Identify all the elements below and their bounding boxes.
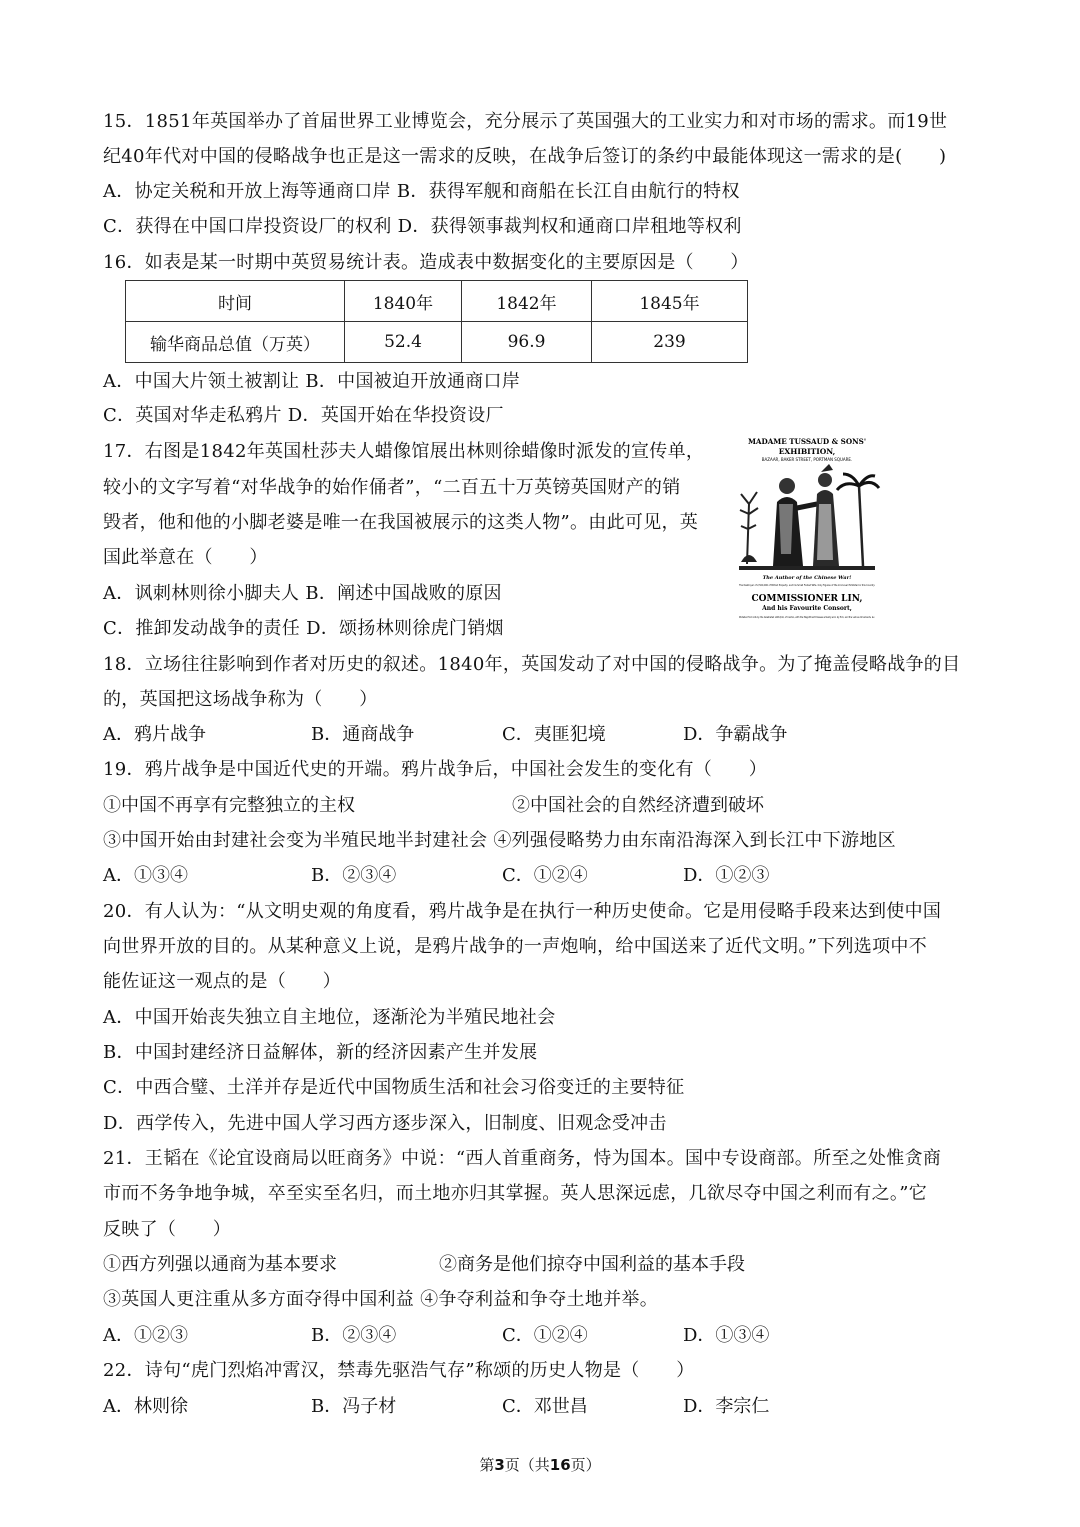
q20-option-b: B．中国封建经济日益解体，新的经济因素产生并发展 xyxy=(103,1042,538,1063)
q17-stem-line2: 较小的文字写着“对华战争的始作俑者”，“二百五十万英镑英国财产的销 xyxy=(103,477,681,498)
poster-subtitle: And his Favourite Consort, xyxy=(762,605,852,612)
q20-stem-line2: 向世界开放的目的。从某种意义上说，是鸦片战争的一声炮响，给中国送来了近代文明。”下列选项中不 xyxy=(103,936,927,957)
footer-middle: 页（共 xyxy=(504,1456,550,1474)
q19-statements-3-4: ③中国开始由封建社会变为半殖民地半封建社会 ④列强侵略势力由东南沿海深入到长江中下游地区 xyxy=(103,830,896,851)
q17-stem-line1: 17．右图是1842年英国杜莎夫人蜡像馆展出林则徐蜡像时派发的宣传单， xyxy=(103,441,705,462)
q22-option-d: D．李宗仁 xyxy=(683,1396,770,1417)
q21-statements-3-4: ③英国人更注重从多方面夺得中国利益 ④争夺利益和争夺土地并举。 xyxy=(103,1289,659,1310)
footer-page-number: 3 xyxy=(494,1456,505,1474)
q22-option-c: C．邓世昌 xyxy=(502,1396,588,1417)
page-footer xyxy=(0,1454,1080,1475)
q17-stem-line4: 国此举意在（ ） xyxy=(103,547,268,568)
q16-options-ab: A．中国大片领土被割让 B．中国被迫开放通商口岸 xyxy=(103,371,521,392)
q22-stem: 22．诗句“虎门烈焰冲霄汉，禁毒先驱浩气存”称颂的历史人物是（ ） xyxy=(103,1360,695,1381)
q17-options-cd: C．推卸发动战争的责任 D．颂扬林则徐虎门销烟 xyxy=(103,618,504,639)
q20-option-a: A．中国开始丧失独立自主地位，逐渐沦为半殖民地社会 xyxy=(103,1007,556,1028)
footer-suffix: 页） xyxy=(570,1456,601,1474)
q21-statement-2: ②商务是他们掠夺中国利益的基本手段 xyxy=(439,1254,745,1275)
q15-options-ab: A．协定关税和开放上海等通商口岸 B．获得军舰和商船在长江自由航行的特权 xyxy=(103,181,740,202)
q21-stem-line1: 21．王韬在《论宜设商局以旺商务》中说：“西人首重商务，恃为国本。国中专设商部。所至之处惟贪商 xyxy=(103,1148,942,1169)
q18-option-d: D．争霸战争 xyxy=(683,724,788,745)
q19-option-b: B．②③④ xyxy=(311,865,397,886)
table-cell: 时间 xyxy=(126,281,345,322)
q20-stem-line1: 20．有人认为：“从文明史观的角度看，鸦片战争是在执行一种历史使命。它是用侵略手段来达到使中国 xyxy=(103,901,942,922)
q19-option-c: C．①②④ xyxy=(502,865,588,886)
q16-stem: 16．如表是某一时期中英贸易统计表。造成表中数据变化的主要原因是（ ） xyxy=(103,252,749,273)
q21-stem-line2: 市而不务争地争城，卒至实至名归，而土地亦归其掌握。英人思深远虑，几欲尽夺中国之利而有之。”它 xyxy=(103,1183,927,1204)
table-row xyxy=(126,322,748,363)
q15-options-cd: C．获得在中国口岸投资设厂的权利 D．获得领事裁判权和通商口岸租地等权利 xyxy=(103,216,742,237)
q19-stem: 19．鸦片战争是中国近代史的开端。鸦片战争后，中国社会发生的变化有（ ） xyxy=(103,759,768,780)
footer-prefix: 第 xyxy=(479,1456,495,1474)
q21-stem-line3: 反映了（ ） xyxy=(103,1219,232,1240)
table-cell: 输华商品总值（万英） xyxy=(126,322,345,363)
q19-statement-1: ①中国不再享有完整独立的主权 xyxy=(103,795,355,816)
poster-small-text: The Destroyer of 2,500,000 of British Property, and his Small Footed Wife. Only Figures of the kind ever Exhibited in this Country. xyxy=(739,584,901,587)
q18-stem-line2: 的，英国把这场战争称为（ ） xyxy=(103,689,378,710)
q15-stem-line2: 纪40年代对中国的侵略战争也正是这一需求的反映，在战争后签订的条约中最能体现这一需求的是( ) xyxy=(103,146,947,167)
poster-small-text-2: Modelled from Life by the Celebrated LAM-QUA, of Canton, with the Magnificent Dresses actually worn by Him, and the various Ornaments, &c. xyxy=(739,616,919,619)
q20-stem-line3: 能佐证这一观点的是（ ） xyxy=(103,971,341,992)
q17-stem-line3: 毁者，他和他的小脚老婆是唯一在我国被展示的这类人物”。由此可见，英 xyxy=(103,512,699,533)
q22-option-b: B．冯子材 xyxy=(311,1396,397,1417)
q21-option-a: A．①②③ xyxy=(103,1325,188,1346)
q18-option-c: C．夷匪犯境 xyxy=(502,724,606,745)
q19-option-d: D．①②③ xyxy=(683,865,770,886)
q17-options-ab: A．讽刺林则徐小脚夫人 B．阐述中国战败的原因 xyxy=(103,583,502,604)
tussaud-poster-image xyxy=(733,434,919,630)
q15-stem-line1: 15．1851年英国举办了首届世界工业博览会，充分展示了英国强大的工业实力和对市场的需求。而19世 xyxy=(103,111,948,132)
q20-option-d: D．西学传入，先进中国人学习西方逐步深入，旧制度、旧观念受冲击 xyxy=(103,1113,667,1134)
q18-option-a: A．鸦片战争 xyxy=(103,724,206,745)
q21-option-b: B．②③④ xyxy=(311,1325,397,1346)
poster-title: MADAME TUSSAUD & SONS' xyxy=(747,437,867,446)
q21-option-c: C．①②④ xyxy=(502,1325,588,1346)
table-cell: 96.9 xyxy=(462,322,592,363)
table-cell: 52.4 xyxy=(345,322,462,363)
q21-statement-1: ①西方列强以通商为基本要求 xyxy=(103,1254,337,1275)
table-cell: 239 xyxy=(592,322,748,363)
table-cell: 1845年 xyxy=(592,281,748,322)
engraving-illustration xyxy=(739,464,879,570)
q20-option-c: C．中西合璧、土洋并存是近代中国物质生活和社会习俗变迁的主要特征 xyxy=(103,1077,685,1098)
q18-stem-line1: 18．立场往往影响到作者对历史的叙述。1840年，英国发动了对中国的侵略战争。为了掩盖侵略战争的目 xyxy=(103,654,961,675)
table-header-row xyxy=(126,281,748,322)
footer-total-pages: 16 xyxy=(549,1456,571,1474)
table-cell: 1842年 xyxy=(462,281,592,322)
q19-statement-2: ②中国社会的自然经济遭到破坏 xyxy=(512,795,764,816)
q22-option-a: A．林则徐 xyxy=(103,1396,188,1417)
table-cell: 1840年 xyxy=(345,281,462,322)
poster-caption: The Author of the Chinese War! xyxy=(762,575,852,581)
poster-name: COMMISSIONER LIN, xyxy=(751,594,863,604)
q18-option-b: B．通商战争 xyxy=(311,724,415,745)
q19-option-a: A．①③④ xyxy=(103,865,188,886)
poster-exhibition: EXHIBITION, xyxy=(778,447,836,456)
trade-statistics-table xyxy=(125,280,748,363)
q21-option-d: D．①③④ xyxy=(683,1325,770,1346)
poster-address: BAZAAR, BAKER STREET, PORTMAN SQUARE. xyxy=(761,457,853,462)
q16-options-cd: C．英国对华走私鸦片 D．英国开始在华投资设厂 xyxy=(103,405,504,426)
